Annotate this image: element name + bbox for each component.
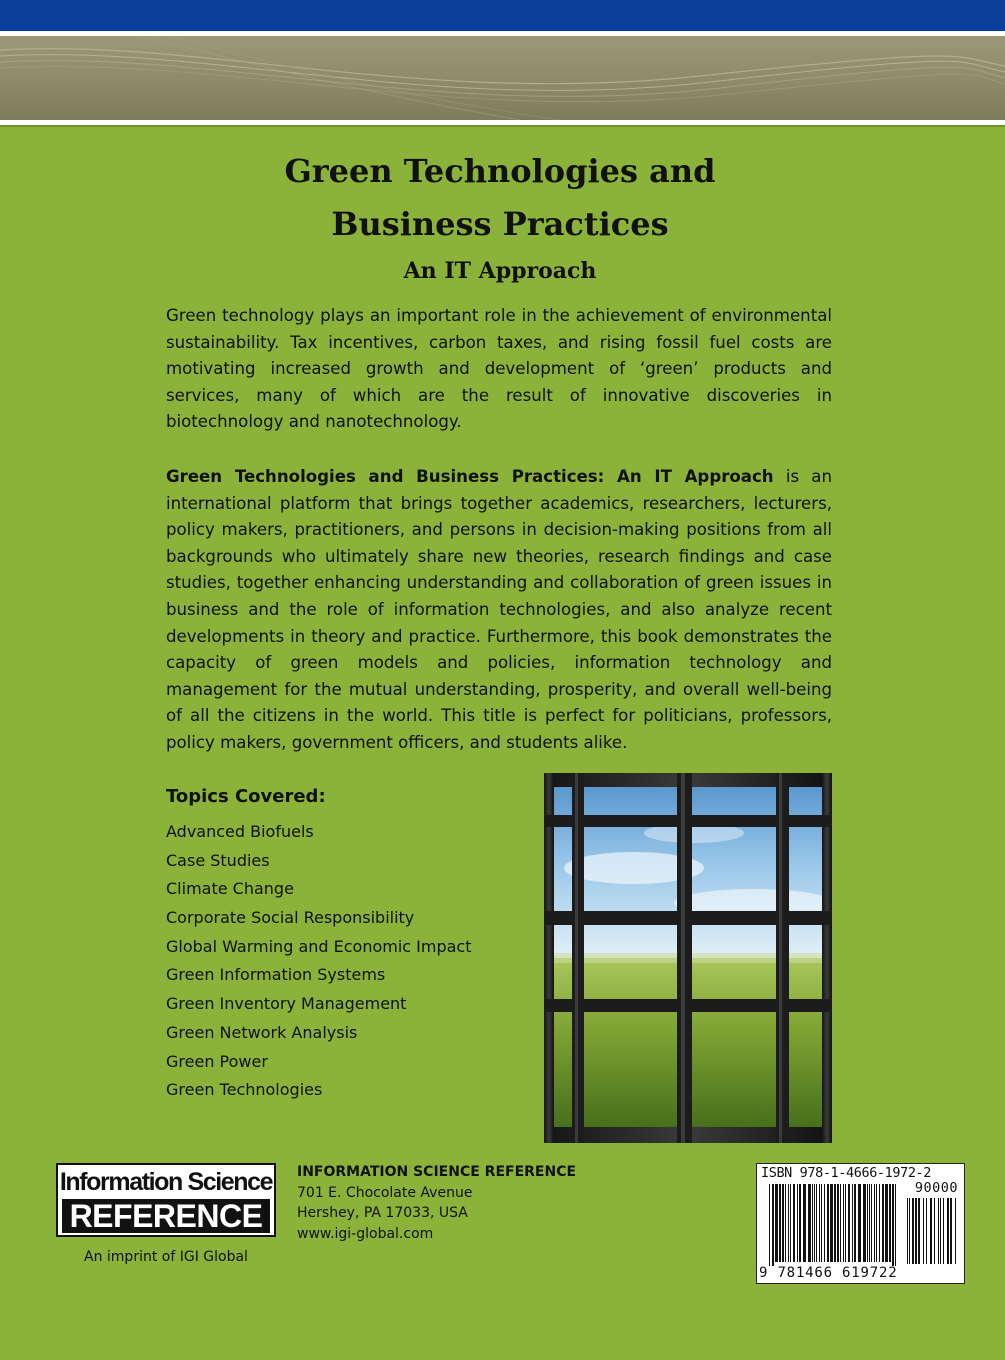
- banner-shadow-stripe: [0, 125, 1005, 127]
- barcode-bar: [808, 1184, 811, 1262]
- barcode-bar: [892, 1184, 894, 1266]
- book-title-line2: Business Practices: [331, 205, 669, 243]
- barcode-bar: [879, 1184, 880, 1262]
- publisher-address-line2: Hershey, PA 17033, USA: [297, 1205, 468, 1221]
- barcode-bar: [821, 1184, 822, 1262]
- barcode-bar: [840, 1184, 841, 1262]
- logo-text-line1: Information Science: [59, 1168, 273, 1196]
- addon-bar: [907, 1198, 908, 1264]
- barcode-bar: [803, 1184, 806, 1262]
- topic-item: Green Power: [166, 1051, 268, 1071]
- barcode-bar: [895, 1184, 896, 1266]
- topic-item: Green Technologies: [166, 1080, 323, 1100]
- addon-bar: [926, 1198, 927, 1264]
- barcode-bar: [827, 1184, 829, 1262]
- isbn-number: ISBN 978-1-4666-1972-2: [761, 1165, 932, 1181]
- addon-bar: [915, 1198, 917, 1264]
- topic-item: Green Inventory Management: [166, 994, 407, 1014]
- topic-item: Corporate Social Responsibility: [166, 908, 415, 928]
- addon-bar: [923, 1198, 924, 1264]
- barcode-bar: [824, 1184, 825, 1262]
- topic-item: Climate Change: [166, 879, 294, 899]
- addon-bar: [940, 1198, 941, 1264]
- barcode-bar: [830, 1184, 833, 1262]
- barcode-bar: [852, 1184, 853, 1262]
- addon-bar: [912, 1198, 914, 1264]
- barcode-bar: [843, 1184, 844, 1262]
- addon-bar: [938, 1198, 939, 1264]
- barcode-bar: [848, 1184, 850, 1262]
- barcode-bar: [869, 1184, 870, 1262]
- barcode-bar: [854, 1184, 856, 1262]
- book-title-line1: Green Technologies and: [284, 152, 716, 190]
- information-science-reference-logo: [56, 1163, 276, 1237]
- barcode-bar: [882, 1184, 884, 1262]
- isbn-barcode: [756, 1163, 965, 1284]
- publisher-address-line1: 701 E. Chocolate Avenue: [297, 1184, 473, 1201]
- barcode-bar: [788, 1184, 789, 1262]
- topic-item: Green Information Systems: [166, 965, 386, 985]
- barcode-bar: [790, 1184, 791, 1262]
- topic-item: Global Warming and Economic Impact: [166, 936, 472, 956]
- description-paragraph-2-text: is an international platform that brings together academics, researchers, lecturers, policy makers, practitioners, and persons in decision-making positions from all backgrounds who ultimately share new theories, research findings and case studies, together enhancing understanding and collaboration of green issues in business and the role of information technologies, and also analyze recent developments in theory and practice. Furthermore, this book demonstrates the capacity of green models and policies, information technology and management for the mutual understanding, prosperity, and overall well-being of all the citizens in the world. This title is perfect for politicians, professors, policy makers, government officers, and students alike.: [166, 467, 832, 752]
- barcode-bar: [885, 1184, 888, 1262]
- addon-bar: [930, 1198, 932, 1264]
- addon-bar: [950, 1198, 952, 1264]
- barcode-bar: [769, 1184, 770, 1266]
- barcode-bar: [812, 1184, 813, 1262]
- barcode-addon-number: 90000: [914, 1180, 958, 1196]
- top-blue-band: [0, 0, 1005, 31]
- addon-bar: [947, 1198, 949, 1264]
- barcode-bar: [876, 1184, 877, 1262]
- addon-bar: [943, 1198, 944, 1264]
- topic-item: Advanced Biofuels: [166, 822, 314, 841]
- barcode-bar: [799, 1184, 801, 1262]
- barcode-bar: [816, 1184, 817, 1262]
- addon-bar: [955, 1198, 956, 1264]
- barcode-bar: [858, 1184, 861, 1262]
- description-paragraph-1: Green technology plays an important role in the achievement of environmental sustainability. Tax incentives, carbon taxes, and rising fossil fuel costs are motivating increased growth and development of ‘green’ products and services, many of which are the result of innovative discoveries in biotechnology and nanotechnology.: [166, 306, 832, 432]
- publisher-address-block: [297, 1162, 576, 1244]
- ean-digits: 9 781466 619722: [759, 1265, 898, 1281]
- barcode-bar: [834, 1184, 836, 1262]
- barcode-bar: [814, 1184, 815, 1262]
- decorative-wave-banner: [0, 36, 1005, 120]
- wave-lines-graphic: [0, 36, 1005, 120]
- publisher-name: INFORMATION SCIENCE REFERENCE: [297, 1164, 577, 1180]
- topics-heading: Topics Covered:: [166, 786, 326, 807]
- topic-item: Green Network Analysis: [166, 1022, 358, 1042]
- barcode-bar: [871, 1184, 872, 1262]
- barcode-bar: [785, 1184, 786, 1262]
- addon-bar: [934, 1198, 935, 1264]
- description-book-title: Green Technologies and Business Practices: An IT Approach: [166, 467, 774, 486]
- barcode-bar: [772, 1184, 774, 1266]
- description-paragraph-2: [166, 464, 832, 757]
- barcode-bar: [837, 1184, 839, 1262]
- logo-text-line2: REFERENCE: [62, 1199, 270, 1233]
- topic-item: Case Studies: [166, 850, 270, 870]
- barcode-bar: [782, 1184, 784, 1262]
- barcode-bar: [797, 1184, 798, 1262]
- barcode-bar: [779, 1184, 781, 1262]
- publisher-website: www.igi-global.com: [297, 1225, 434, 1242]
- barcode-bar: [819, 1184, 820, 1262]
- barcode-bar: [889, 1184, 891, 1262]
- barcode-bar: [874, 1184, 875, 1262]
- imprint-text: An imprint of IGI Global: [84, 1249, 248, 1265]
- addon-bar: [909, 1198, 910, 1264]
- topics-list: [166, 818, 472, 1105]
- addon-bar: [918, 1198, 920, 1264]
- barcode-bar: [775, 1184, 778, 1262]
- barcode-bar: [867, 1184, 868, 1262]
- book-subtitle: An IT Approach: [403, 258, 597, 284]
- barcode-bar: [793, 1184, 795, 1262]
- barcode-bar: [845, 1184, 846, 1262]
- barcode-bar: [863, 1184, 866, 1262]
- window-grass-sky-photo: [544, 773, 832, 1143]
